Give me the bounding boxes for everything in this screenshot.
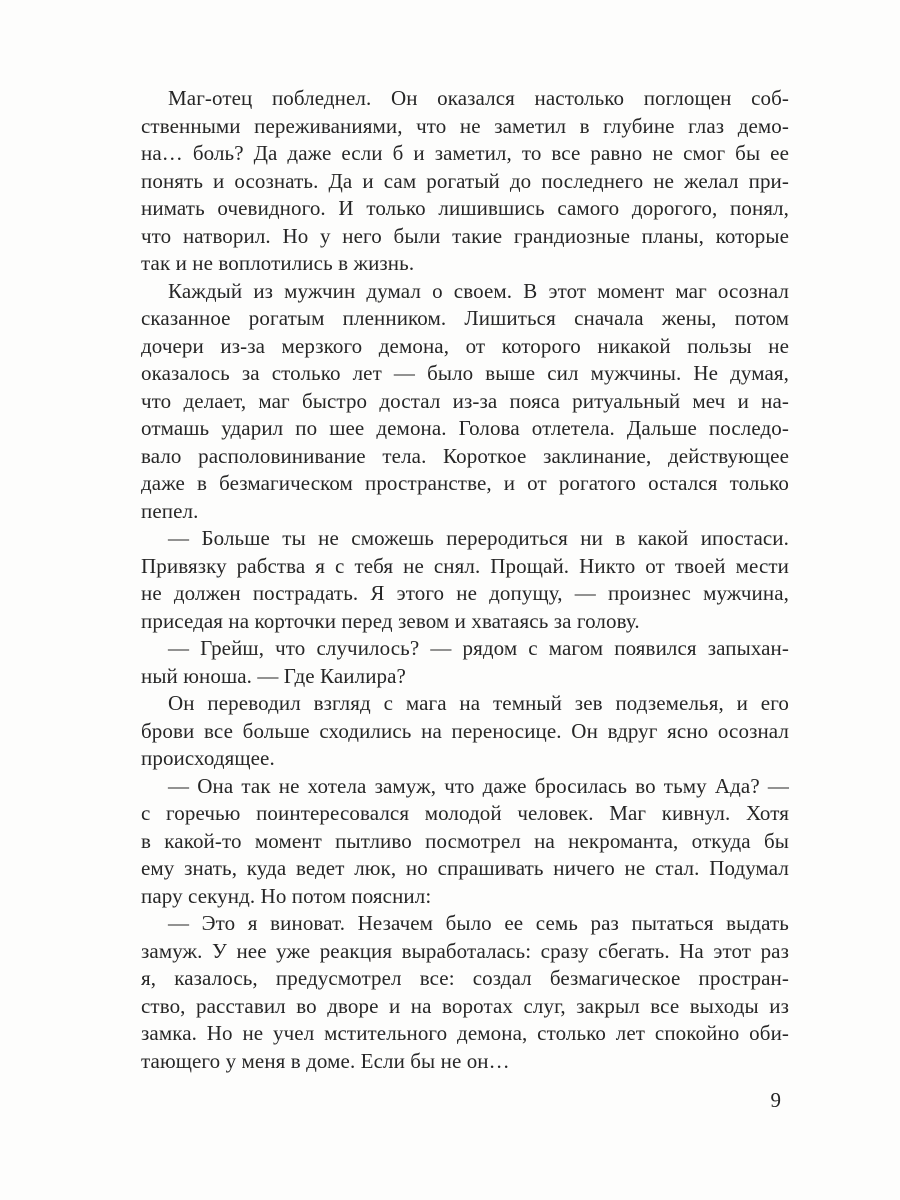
text-line: пару секунд. Но потом пояснил: bbox=[141, 883, 432, 908]
text-line: брови все больше сходились на переносице. Он вдруг ясно осознал bbox=[141, 718, 789, 743]
text-line: происходящее. bbox=[141, 746, 275, 770]
page-number: 9 bbox=[770, 1088, 781, 1112]
text-line: — Грейш, что случилось? — рядом с магом появился запыхан- bbox=[168, 636, 789, 660]
paragraph bbox=[141, 773, 789, 911]
text-line: отмашь ударил по шее демона. Голова отлетела. Дальше последо- bbox=[141, 416, 789, 440]
text-line: ный юноша. — Где Каилира? bbox=[141, 663, 406, 688]
text-line: оказалось за столько лет — было выше сил мужчины. Не думая, bbox=[141, 361, 789, 385]
text-line: на… боль? Да даже если б и заметил, то все равно не смог бы ее bbox=[141, 141, 789, 165]
text-line: — Это я виноват. Незачем было ее семь раз пытаться выдать bbox=[168, 911, 789, 935]
text-line: Маг-отец побледнел. Он оказался настолько поглощен соб- bbox=[168, 86, 789, 110]
paragraph bbox=[141, 278, 789, 526]
text-line: Каждый из мужчин думал о своем. В этот момент маг осознал bbox=[168, 278, 789, 303]
text-line: ственными переживаниями, что не заметил в глубине глаз демо- bbox=[141, 113, 789, 138]
text-line: замуж. У нее уже реакция выработалась: сразу сбегать. На этот раз bbox=[141, 938, 789, 963]
text-line: вало располовинивание тела. Короткое заклинание, действующее bbox=[141, 443, 789, 468]
text-line: сказанное рогатым пленником. Лишиться сначала жены, потом bbox=[141, 306, 789, 330]
text-line: нимать очевидного. И только лишившись самого дорогого, понял, bbox=[141, 196, 789, 220]
text-line: я, казалось, предусмотрел все: создал безмагическое простран- bbox=[141, 966, 789, 990]
text-line: что делает, маг быстро достал из-за пояса ритуальный меч и на- bbox=[141, 388, 789, 413]
paragraph bbox=[141, 690, 789, 773]
paragraph bbox=[141, 525, 789, 635]
paragraph bbox=[141, 635, 789, 690]
text-line: понять и осознать. Да и сам рогатый до последнего не желал при- bbox=[141, 168, 789, 193]
text-line: — Больше ты не сможешь переродиться ни в какой ипостаси. bbox=[168, 526, 789, 550]
text-line: Привязку рабства я с тебя не снял. Прощай. Никто от твоей мести bbox=[141, 553, 789, 578]
text-line: — Она так не хотела замуж, что даже бросилась во тьму Ада? — bbox=[168, 773, 789, 798]
text-line: в какой-то момент пытливо посмотрел на некроманта, откуда бы bbox=[141, 828, 789, 853]
text-line: не должен пострадать. Я этого не допущу, — произнес мужчина, bbox=[141, 581, 789, 605]
text-line: дочери из-за мерзкого демона, от которого никакой пользы не bbox=[141, 333, 789, 358]
text-line: пепел. bbox=[141, 498, 199, 523]
text-line: ство, расставил во дворе и на воротах слуг, закрыл все выходы из bbox=[141, 993, 789, 1018]
text-block bbox=[141, 85, 789, 1075]
text-line: тающего у меня в доме. Если бы не он… bbox=[141, 1048, 510, 1073]
text-line: с горечью поинтересовался молодой человек. Маг кивнул. Хотя bbox=[141, 801, 789, 825]
text-line: замка. Но не учел мстительного демона, столько лет спокойно оби- bbox=[141, 1021, 789, 1045]
text-line: ему знать, куда ведет люк, но спрашивать ничего не стал. Подумал bbox=[141, 856, 789, 880]
text-line: так и не воплотились в жизнь. bbox=[141, 251, 415, 275]
paragraph bbox=[141, 910, 789, 1075]
text-line: что натворил. Но у него были такие грандиозные планы, которые bbox=[141, 223, 789, 248]
text-line: даже в безмагическом пространстве, и от рогатого остался только bbox=[141, 471, 789, 495]
text-line: приседая на корточки перед зевом и хватаясь за голову. bbox=[141, 608, 640, 633]
paragraph bbox=[141, 85, 789, 278]
text-line: Он переводил взгляд с мага на темный зев подземелья, и его bbox=[168, 691, 789, 715]
